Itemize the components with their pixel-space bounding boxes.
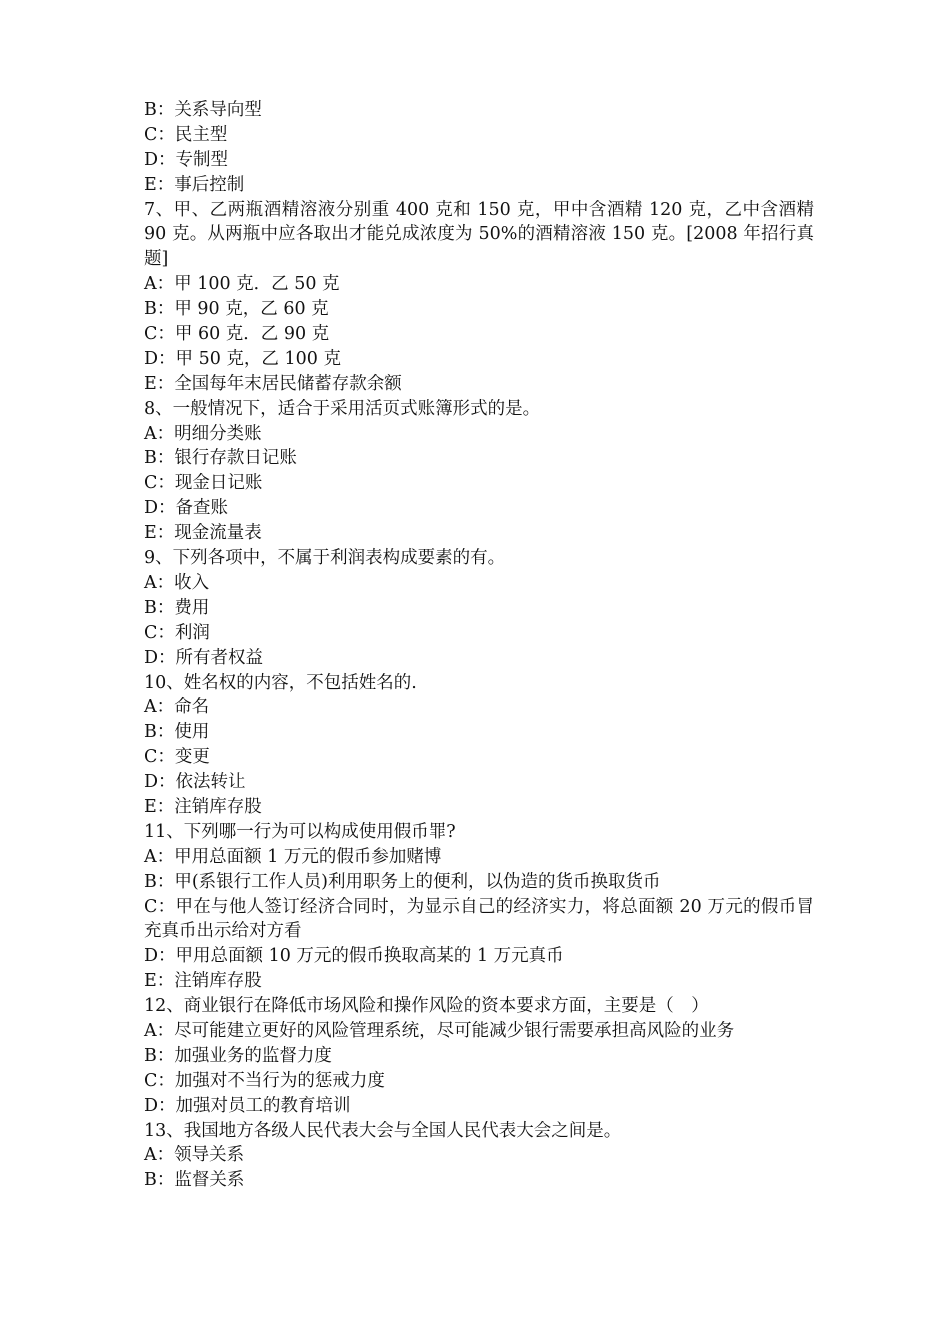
option-line: A：尽可能建立更好的风险管理系统，尽可能减少银行需要承担高风险的业务	[144, 1020, 735, 1041]
option-line: B：关系导向型	[144, 100, 262, 120]
option-line: A：领导关系	[144, 1145, 245, 1166]
option-line: B：使用	[144, 722, 210, 743]
option-line: D：专制型	[144, 149, 229, 170]
option-line: D：甲 50 克，乙 100 克	[144, 348, 341, 369]
option-line: E：事后控制	[144, 174, 245, 195]
question-12: 12、商业银行在降低市场风险和操作风险的资本要求方面，主要是（ ）	[144, 996, 709, 1017]
question-10: 10、姓名权的内容，不包括姓名的.	[144, 672, 417, 693]
option-line: A：明细分类账	[144, 423, 262, 444]
option-line: C：甲 60 克．乙 90 克	[144, 324, 330, 345]
option-line: A：甲用总面额 1 万元的假币参加赌博	[144, 846, 442, 867]
option-line: E：注销库存股	[144, 796, 262, 817]
question-11: 11、下列哪一行为可以构成使用假币罪?	[144, 821, 456, 842]
option-line: B：甲 90 克，乙 60 克	[144, 299, 329, 320]
option-line: B：甲(系银行工作人员)利用职务上的便利，以伪造的货币换取货币	[144, 871, 661, 892]
question-13: 13、我国地方各级人民代表大会与全国人民代表大会之间是。	[144, 1120, 622, 1141]
option-line: B：费用	[144, 597, 210, 618]
option-line: E：全国每年末居民储蓄存款余额	[144, 373, 402, 394]
option-line: A：命名	[144, 697, 210, 718]
option-line: D：依法转让	[144, 772, 246, 793]
option-line: C：加强对不当行为的惩戒力度	[144, 1070, 385, 1091]
option-line: C：现金日记账	[144, 473, 263, 494]
option-line: A：甲 100 克．乙 50 克	[144, 274, 340, 295]
document-body	[144, 98, 814, 1193]
option-line: D：所有者权益	[144, 647, 264, 668]
question-7: 7、甲、乙两瓶酒精溶液分别重 400 克和 150 克，甲中含酒精 120 克，乙中含酒精 90 克。从两瓶中应各取出才能兑成浓度为 50%的酒精溶液 150 克。[2008 年招行真题]	[144, 199, 814, 270]
question-9: 9、下列各项中，不属于利润表构成要素的有。	[144, 548, 506, 569]
option-line: E：现金流量表	[144, 523, 262, 544]
option-line: C：变更	[144, 747, 210, 768]
option-line: D：甲用总面额 10 万元的假币换取高某的 1 万元真币	[144, 946, 564, 967]
option-line: B：监督关系	[144, 1170, 245, 1191]
option-line: C：民主型	[144, 124, 228, 145]
option-line: D：备查账	[144, 498, 229, 519]
option-line: E：注销库存股	[144, 971, 262, 992]
option-line: B：银行存款日记账	[144, 448, 297, 469]
question-8: 8、一般情况下，适合于采用活页式账簿形式的是。	[144, 398, 541, 419]
option-line: C：利润	[144, 622, 210, 643]
option-line: D：加强对员工的教育培训	[144, 1095, 351, 1116]
option-line: C：甲在与他人签订经济合同时，为显示自己的经济实力，将总面额 20 万元的假币冒充真币出示给对方看	[144, 896, 814, 942]
option-line: B：加强业务的监督力度	[144, 1045, 332, 1066]
option-line: A：收入	[144, 572, 210, 593]
